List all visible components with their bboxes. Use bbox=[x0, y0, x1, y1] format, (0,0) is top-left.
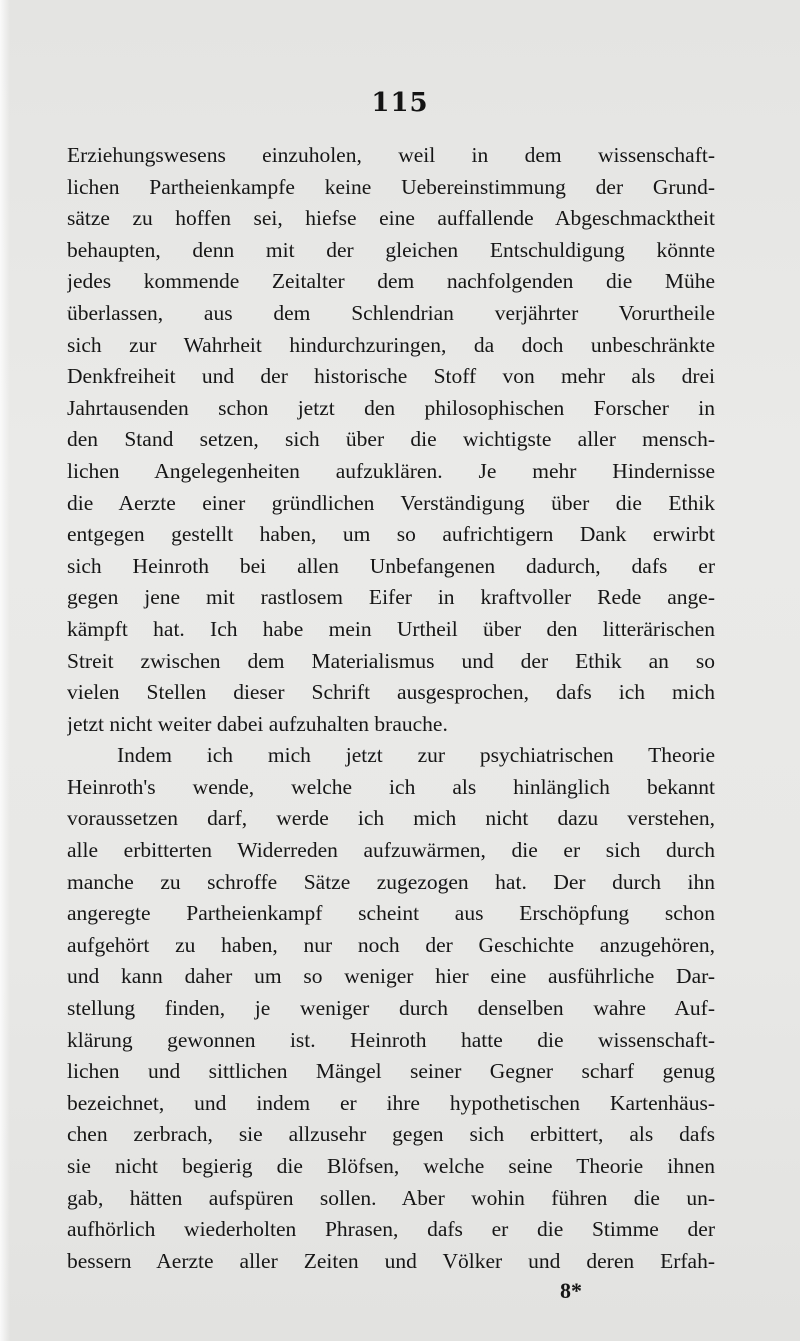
text-line: aufgehört zu haben, nur noch der Geschichte anzugehören, bbox=[67, 932, 715, 957]
text-line: überlassen, aus dem Schlendrian verjährter Vorurtheile bbox=[67, 300, 715, 325]
text-line: bessern Aerzte aller Zeiten und Völker und deren Erfah- bbox=[67, 1248, 715, 1273]
text-line: vielen Stellen dieser Schrift ausgesprochen, dafs ich mich bbox=[67, 680, 715, 705]
text-line: kämpft hat. Ich habe mein Urtheil über den litterärischen bbox=[67, 616, 715, 641]
paragraph-start-line: Indem ich mich jetzt zur psychiatrischen Theorie bbox=[117, 743, 715, 768]
text-line: sätze zu hoffen sei, hiefse eine auffallende Abgeschmacktheit bbox=[67, 206, 715, 231]
text-line: jedes kommende Zeitalter dem nachfolgenden die Mühe bbox=[67, 269, 715, 294]
page-number: 115 bbox=[371, 88, 429, 118]
body-text bbox=[67, 140, 715, 1277]
text-line: gegen jene mit rastlosem Eifer in kraftvoller Rede ange- bbox=[67, 585, 715, 610]
text-line: bezeichnet, und indem er ihre hypothetischen Kartenhäus- bbox=[67, 1090, 715, 1115]
text-line: Denkfreiheit und der historische Stoff von mehr als drei bbox=[67, 364, 715, 389]
text-line: Streit zwischen dem Materialismus und der Ethik an so bbox=[67, 648, 715, 673]
text-line: gab, hätten aufspüren sollen. Aber wohin führen die un- bbox=[67, 1185, 715, 1210]
text-line: behaupten, denn mit der gleichen Entschuldigung könnte bbox=[67, 237, 715, 262]
text-line: entgegen gestellt haben, um so aufrichtigern Dank erwirbt bbox=[67, 522, 715, 547]
text-line: und kann daher um so weniger hier eine ausführliche Dar- bbox=[67, 964, 715, 989]
text-line: klärung gewonnen ist. Heinroth hatte die wissenschaft- bbox=[67, 1027, 715, 1052]
text-line: den Stand setzen, sich über die wichtigste aller mensch- bbox=[67, 427, 715, 452]
text-line: lichen und sittlichen Mängel seiner Gegner scharf genug bbox=[67, 1059, 715, 1084]
text-line: die Aerzte einer gründlichen Verständigung über die Ethik bbox=[67, 490, 715, 515]
text-line: chen zerbrach, sie allzusehr gegen sich erbittert, als dafs bbox=[67, 1122, 715, 1147]
text-line: stellung finden, je weniger durch denselben wahre Auf- bbox=[67, 996, 715, 1021]
text-line: voraussetzen darf, werde ich mich nicht dazu verstehen, bbox=[67, 806, 715, 831]
text-line: Heinroth's wende, welche ich als hinlänglich bekannt bbox=[67, 774, 715, 799]
text-line: lichen Angelegenheiten aufzuklären. Je mehr Hindernisse bbox=[67, 458, 715, 483]
text-line: Erziehungswesens einzuholen, weil in dem wissenschaft- bbox=[67, 143, 715, 167]
text-line: alle erbitterten Widerreden aufzuwärmen, die er sich durch bbox=[67, 838, 715, 863]
text-line: sich zur Wahrheit hindurchzuringen, da doch unbeschränkte bbox=[67, 332, 715, 357]
text-line: manche zu schroffe Sätze zugezogen hat. Der durch ihn bbox=[67, 869, 715, 894]
signature-mark: 8* bbox=[560, 1278, 582, 1303]
text-line: aufhörlich wiederholten Phrasen, dafs er die Stimme der bbox=[67, 1217, 715, 1242]
text-line: Jahrtausenden schon jetzt den philosophischen Forscher in bbox=[67, 395, 715, 420]
text-line: angeregte Partheienkampf scheint aus Erschöpfung schon bbox=[67, 901, 715, 926]
text-line: sie nicht begierig die Blöfsen, welche seine Theorie ihnen bbox=[67, 1154, 715, 1178]
text-line: sich Heinroth bei allen Unbefangenen dadurch, dafs er bbox=[67, 553, 715, 578]
text-line: lichen Partheienkampfe keine Uebereinstimmung der Grund- bbox=[67, 174, 715, 199]
paragraph-end-line: jetzt nicht weiter dabei aufzuhalten brauche. bbox=[67, 711, 448, 736]
